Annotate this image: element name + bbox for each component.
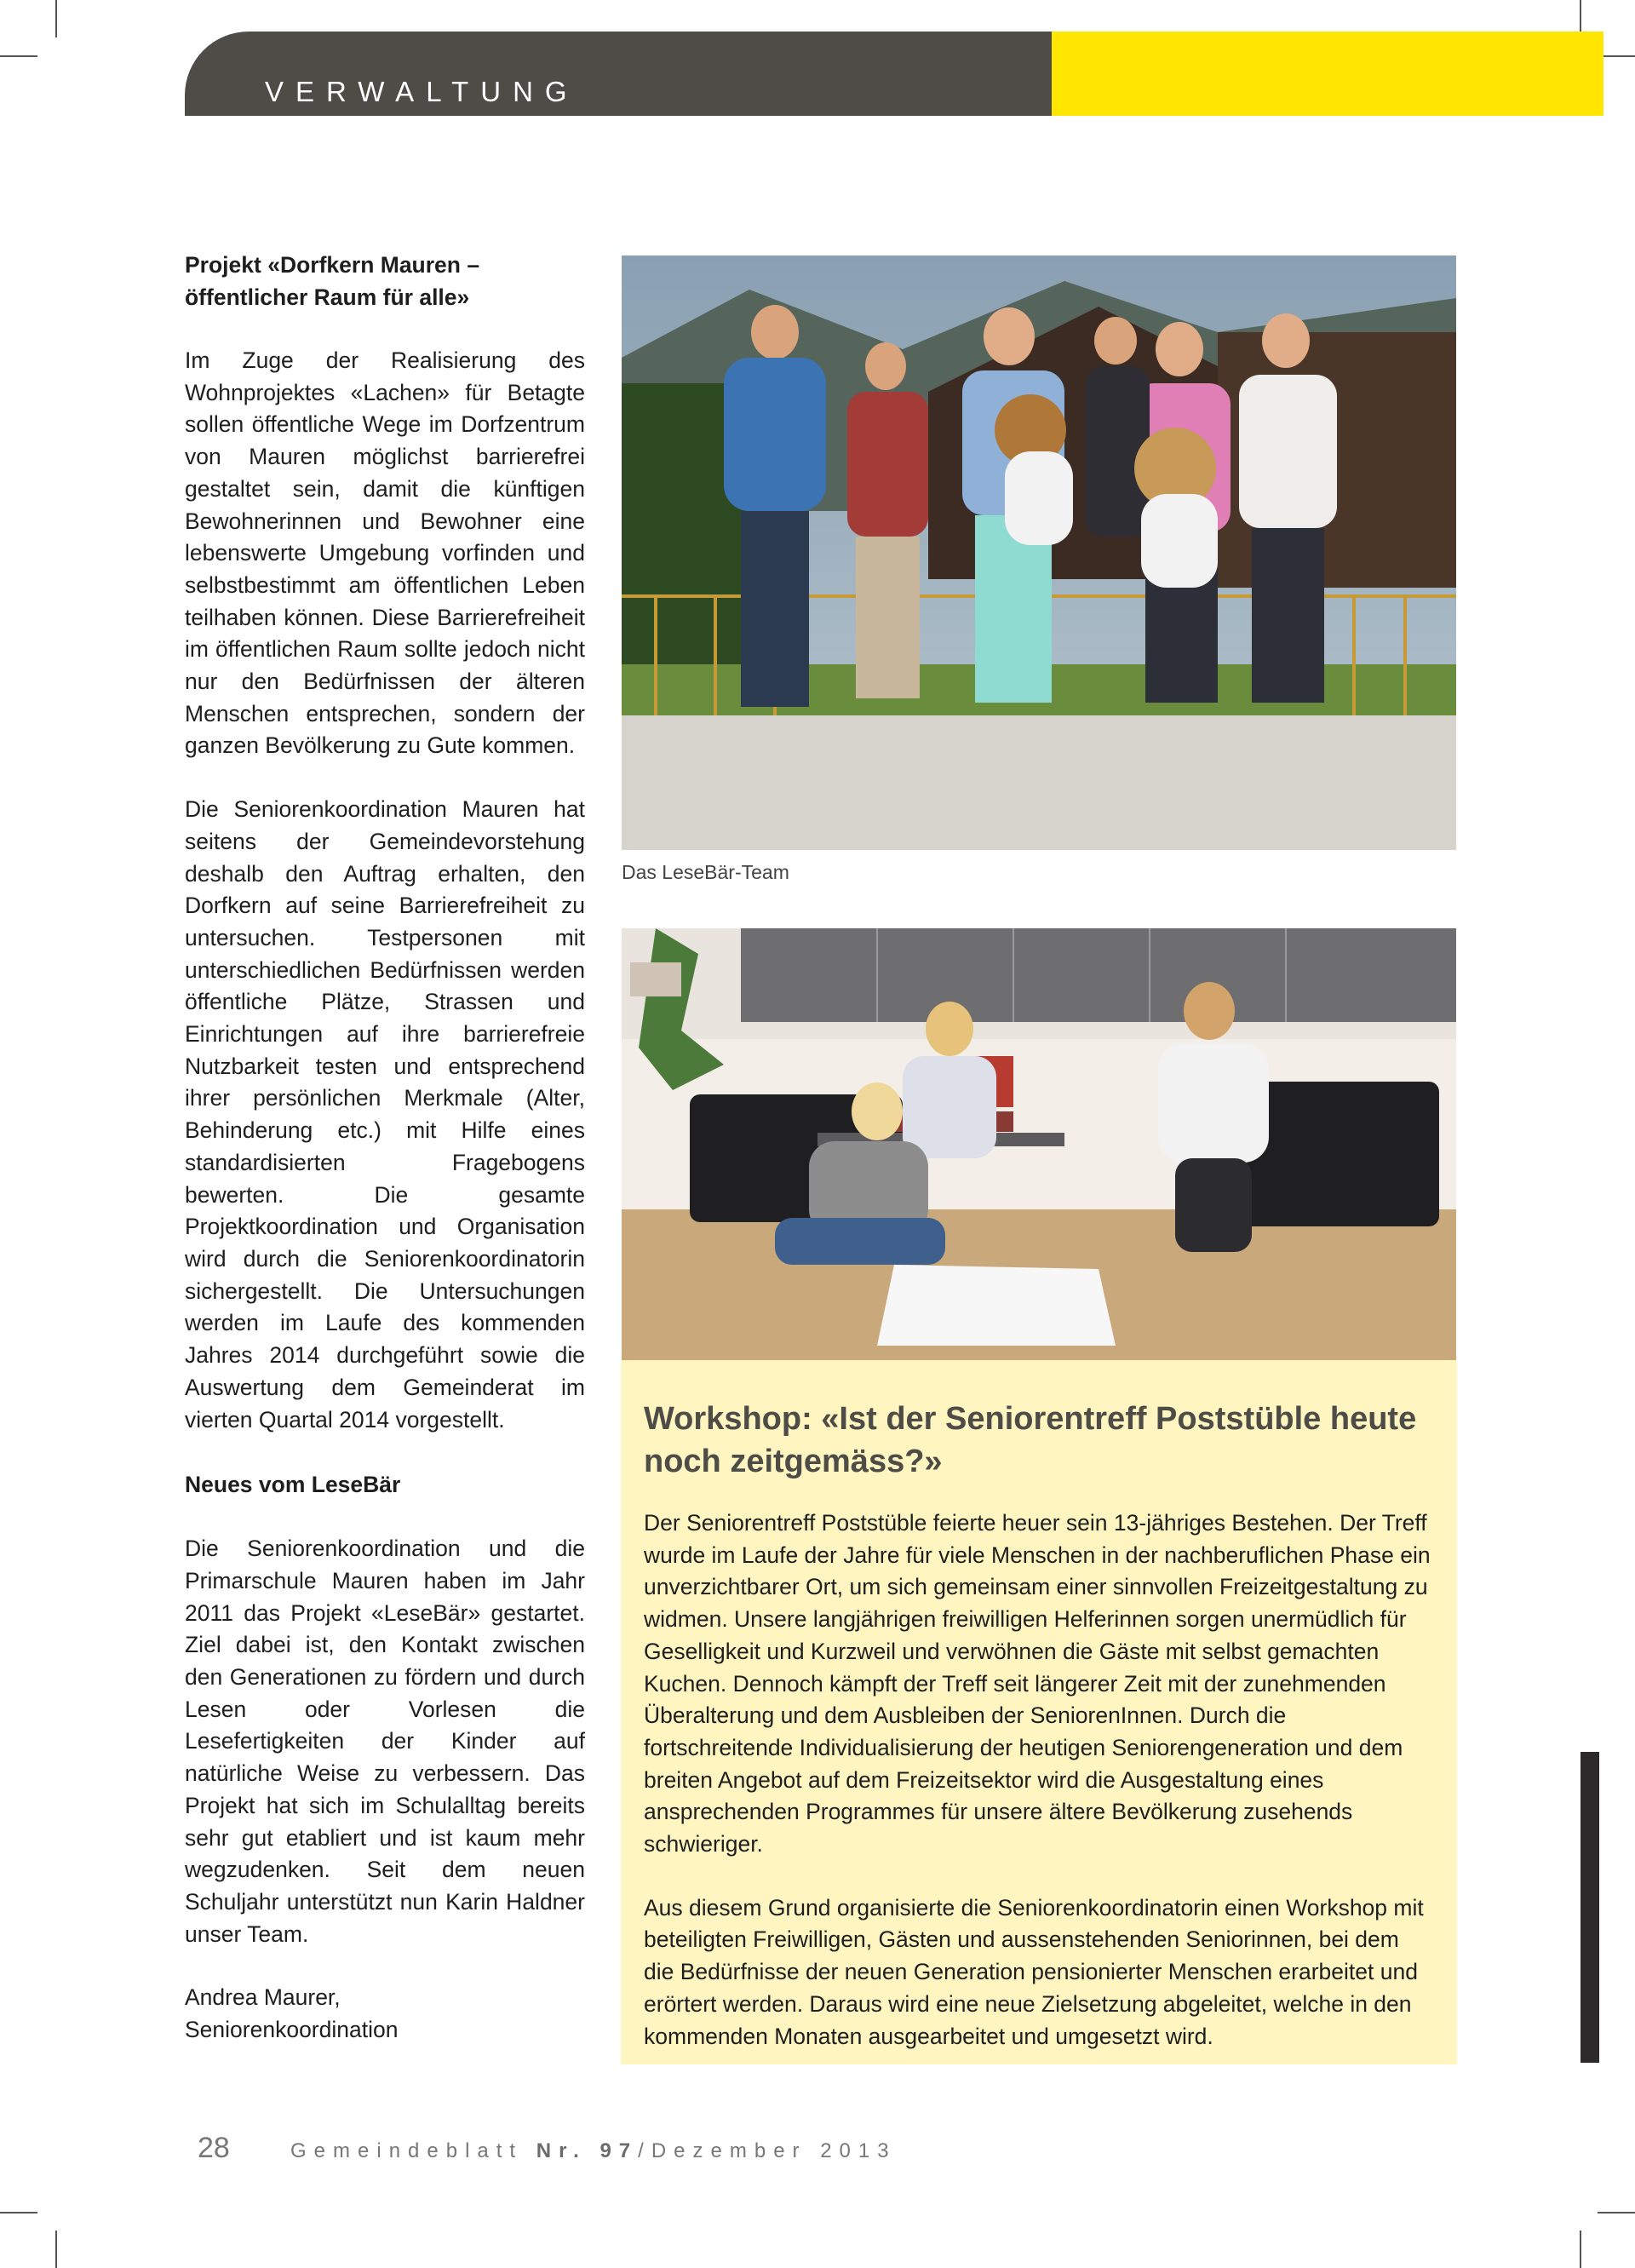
workshop-paragraph-1: Der Seniorentreff Poststüble feierte heuer sein 13-jähriges Bestehen. Der Treff wurde im Laufe der Jahre für viele Menschen in der nachberuflichen Phase ein unverzichtbarer Ort, um sich gemeinsam einer sinnvollen Freizeitgestaltung zu widmen. Unsere langjährigen freiwilligen Helferinnen sorgen unermüdlich für Geselligkeit und Kurzweil und verwöhnen die Gäste mit selbst gemachten Kuchen. Dennoch kämpft der Treff seit längerer Zeit mit der zunehmenden Überalterung und dem Ausbleiben der SeniorenInnen. Durch die fortschreitende Individualisierung der heutigen Seniorengeneration und dem breiten Angebot auf dem Freizeitsektor wird die Ausgestaltung eines ansprechenden Programmes für unsere ältere Bevölkerung zusehends schwieriger.	[644, 1510, 1431, 1857]
next-page-edge-strip	[1580, 1752, 1599, 2063]
photo-lesebaer-team	[622, 256, 1456, 850]
heading-lesebaer: Neues vom LeseBär	[185, 1472, 401, 1498]
crop-mark	[55, 0, 57, 37]
photo-workshop	[622, 928, 1456, 1361]
crop-mark	[0, 55, 37, 57]
left-column	[185, 249, 585, 2047]
publication-line	[290, 2139, 897, 2163]
signature-name: Andrea Maurer,	[185, 1984, 341, 2011]
publication-name: Gemeindeblatt	[290, 2139, 524, 2162]
paragraph-dorfkern-2: Die Seniorenkoordination Mauren hat seitens der Gemeindevorstehung deshalb den Auftrag erhalten, den Dorfkern auf seine Barrierefreiheit zu untersuchen. Testpersonen mit unterschiedlichen Bedürfnissen werden öffentliche Plätze, Strassen und Einrichtungen auf ihre barrierefreie Nutzbarkeit testen und entsprechend ihrer persönlichen Merkmale (Alter, Behinderung etc.) mit Hilfe eines standardisierten Fragebogens bewerten. Die gesamte Projektkoordination und Organisation wird durch die Seniorenkoordinatorin sichergestellt. Die Untersuchungen werden im Laufe des kommenden Jahres 2014 durchgeführt sowie die Auswertung dem Gemeinderat im vierten Quartal 2014 vorgestellt.	[185, 796, 585, 1433]
crop-mark	[1580, 2231, 1581, 2268]
paragraph-lesebaer: Die Seniorenkoordination und die Primarschule Mauren haben im Jahr 2011 das Projekt «LeseBär» gestartet. Ziel dabei ist, den Kontakt zwischen den Generationen zu fördern und durch Lesen oder Vorlesen die Lesefertigkeiten der Kinder auf natürliche Weise zu verbessern. Das Projekt hat sich im Schulalltag bereits sehr gut etabliert und ist kaum mehr wegzudenken. Seit dem neuen Schuljahr unterstützt nun Karin Haldner unser Team.	[185, 1536, 585, 1947]
crop-mark	[0, 2212, 37, 2213]
header-accent-block	[1052, 32, 1603, 116]
issue-date: /Dezember 2013	[638, 2139, 897, 2162]
workshop-box	[621, 1360, 1457, 2064]
workshop-title: Workshop: «Ist der Seniorentreff Poststüble heute noch zeitgemäss?»	[644, 1401, 1417, 1479]
signature-role: Seniorenkoordination	[185, 2017, 399, 2043]
crop-mark	[55, 2231, 57, 2268]
photo-caption: Das LeseBär-Team	[622, 861, 789, 883]
issue-label: Nr. 97	[536, 2139, 639, 2162]
crop-mark	[1598, 2212, 1635, 2213]
page-number: 28	[198, 2132, 230, 2164]
heading-dorfkern: Projekt «Dorfkern Mauren – öffentlicher Raum für alle»	[185, 252, 480, 310]
paragraph-dorfkern-1: Im Zuge der Realisierung des Wohnprojektes «Lachen» für Betagte sollen öffentliche Wege im Dorfzentrum von Mauren möglichst barrierefrei gestaltet sein, damit die künftigen Bewohnerinnen und Bewohner eine lebenswerte Umgebung vorfinden und selbstbestimmt am öffentlichen Leben teilhaben können. Diese Barrierefreiheit im öffentlichen Raum sollte jedoch nicht nur den Bedürfnissen der älteren Menschen entsprechen, sondern der ganzen Bevölkerung zu Gute kommen.	[185, 347, 585, 759]
section-title: VERWALTUNG	[265, 76, 579, 107]
workshop-paragraph-2: Aus diesem Grund organisierte die Seniorenkoordinatorin einen Workshop mit beteiligten Freiwilligen, Gästen und aussenstehenden Seniorinnen, bei dem die Bedürfnisse der neuen Generation pensionierter Menschen erarbeitet und erörtert werden. Daraus wird eine neue Zielsetzung abgeleitet, welche in den kommenden Monaten ausgearbeitet und umgesetzt wird.	[644, 1894, 1424, 2049]
